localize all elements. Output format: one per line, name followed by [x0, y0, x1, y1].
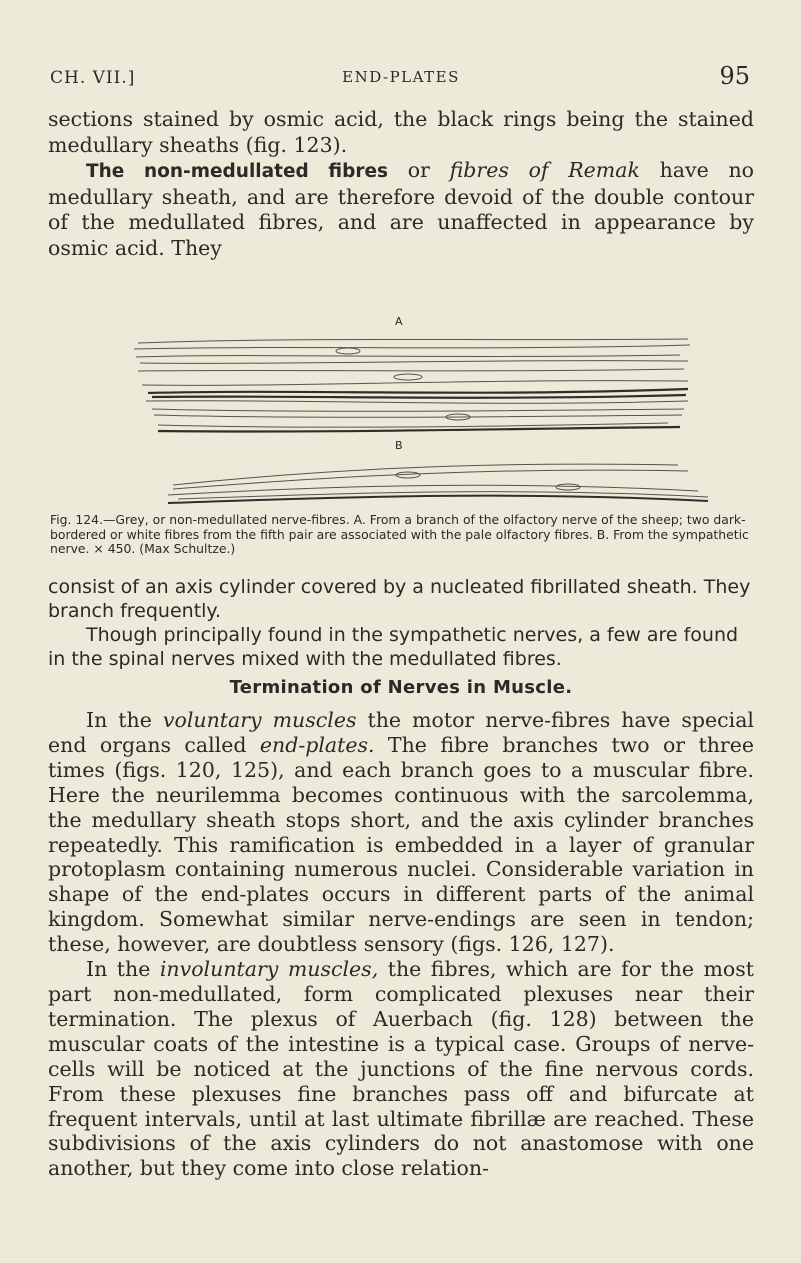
para1-or: or	[388, 158, 450, 183]
dark-fibre-a2	[152, 395, 686, 398]
para2-text1: consist of an axis cylinder covered by a nucleated fibrillated sheath. They branch frequently.	[48, 576, 751, 622]
section-heading: Termination of Nerves in Muscle.	[229, 677, 573, 698]
figure-label-b: B	[395, 439, 403, 452]
nucleus-b2	[556, 484, 580, 490]
fibre-b2	[173, 470, 688, 489]
para1-italic-term: fibres of Remak	[449, 158, 640, 183]
figure-label-a: A	[395, 315, 403, 328]
section-p1-c: The fibre branches two or three times (figs. 120, 125), and each branch goes to a muscular fibre. Here the neurilemma becomes continuous with the sarcolemma, the medullary sheath stops short, and the axis cylinder branches repeatedly. This ramification is embedded in a layer of granular protoplasm containing numerous nuclei. Considerable variation in shape of the end-plates occurs in different parts of the animal kingdom. Somewhat similar nerve-endings are seen in tendon; these, however, are doubtless sensory (figs. 126, 127).	[48, 732, 754, 957]
nucleus-a1	[336, 348, 360, 354]
section-p2-b: the fibres, which are for the most part non-medullated, form complicated plexuses near their termination. The plexus of Auerbach (fig. 128) between the muscular coats of the intestine is a typical case. Groups of nerve-cells will be noticed at the junctions of the fine nervous cords. From these plexuses fine branches pass off and bifurcate at frequent intervals, until at last ultimate fibrillæ are reached. These subdivisions of the axis cylinders do not anastomose with one another, but they come into close relation-	[48, 957, 755, 1181]
figure-caption: Fig. 124.—Grey, or non-medullated nerve-fibres. A. From a branch of the olfactory nerve of the sheep; two dark-bordered or white fibres from the fifth pair are associated with the pale olfactory fibres. B. From the sympathetic nerve. × 450. (Max Schultze.)	[50, 512, 749, 557]
fibre-a2	[134, 345, 690, 349]
fibre-a3	[136, 355, 680, 357]
chapter-label: CH. VII.]	[50, 68, 136, 88]
section-p1-a: In the	[86, 708, 163, 732]
fibre-a8	[152, 409, 684, 411]
fibre-a6	[142, 381, 688, 386]
page-number: 95	[719, 62, 750, 90]
section-body	[48, 708, 754, 1181]
fibre-a5	[138, 369, 684, 371]
section-p2-a: In the	[86, 957, 160, 982]
fibre-a4	[140, 361, 688, 364]
sympathetic-nerve-illustration	[48, 451, 754, 505]
running-head	[48, 60, 754, 90]
paragraph-intro	[48, 107, 754, 262]
involuntary-muscles-term: involuntary muscles,	[159, 957, 379, 982]
section-p1-b: the motor nerve-fibres have special end organs called	[48, 708, 754, 757]
dark-fibre-a1	[148, 389, 688, 393]
fibre-b1	[173, 464, 678, 485]
figure-124	[48, 315, 754, 505]
paragraph-remak	[48, 575, 754, 671]
para1-rest: have no medullary sheath, and are therefore devoid of the double contour of the medullated fibres, and are unaffected in appearance by osmic acid. They	[48, 158, 754, 260]
end-plates-term: end-plates.	[259, 732, 375, 757]
fibre-a1	[138, 339, 688, 343]
para2-text2: Though principally found in the sympathetic nerves, a few are found in the spinal nerves mixed with the medullated fibres.	[48, 624, 739, 670]
para1-line1: sections stained by osmic acid, the black rings being the stained medullary sheaths (fig. 123).	[48, 107, 754, 157]
involuntary-muscle-paragraph	[48, 957, 754, 1181]
fibre-a7	[146, 401, 688, 404]
running-title: END-PLATES	[342, 68, 460, 86]
voluntary-muscles-term: voluntary muscles	[162, 708, 357, 732]
nucleus-a2	[394, 374, 422, 380]
para1-bold-term: The non-medullated fibres	[86, 161, 389, 183]
dark-fibre-a3	[158, 427, 680, 432]
fibre-a10	[158, 423, 668, 427]
fibre-a9	[154, 415, 682, 417]
voluntary-muscle-paragraph	[48, 708, 754, 957]
